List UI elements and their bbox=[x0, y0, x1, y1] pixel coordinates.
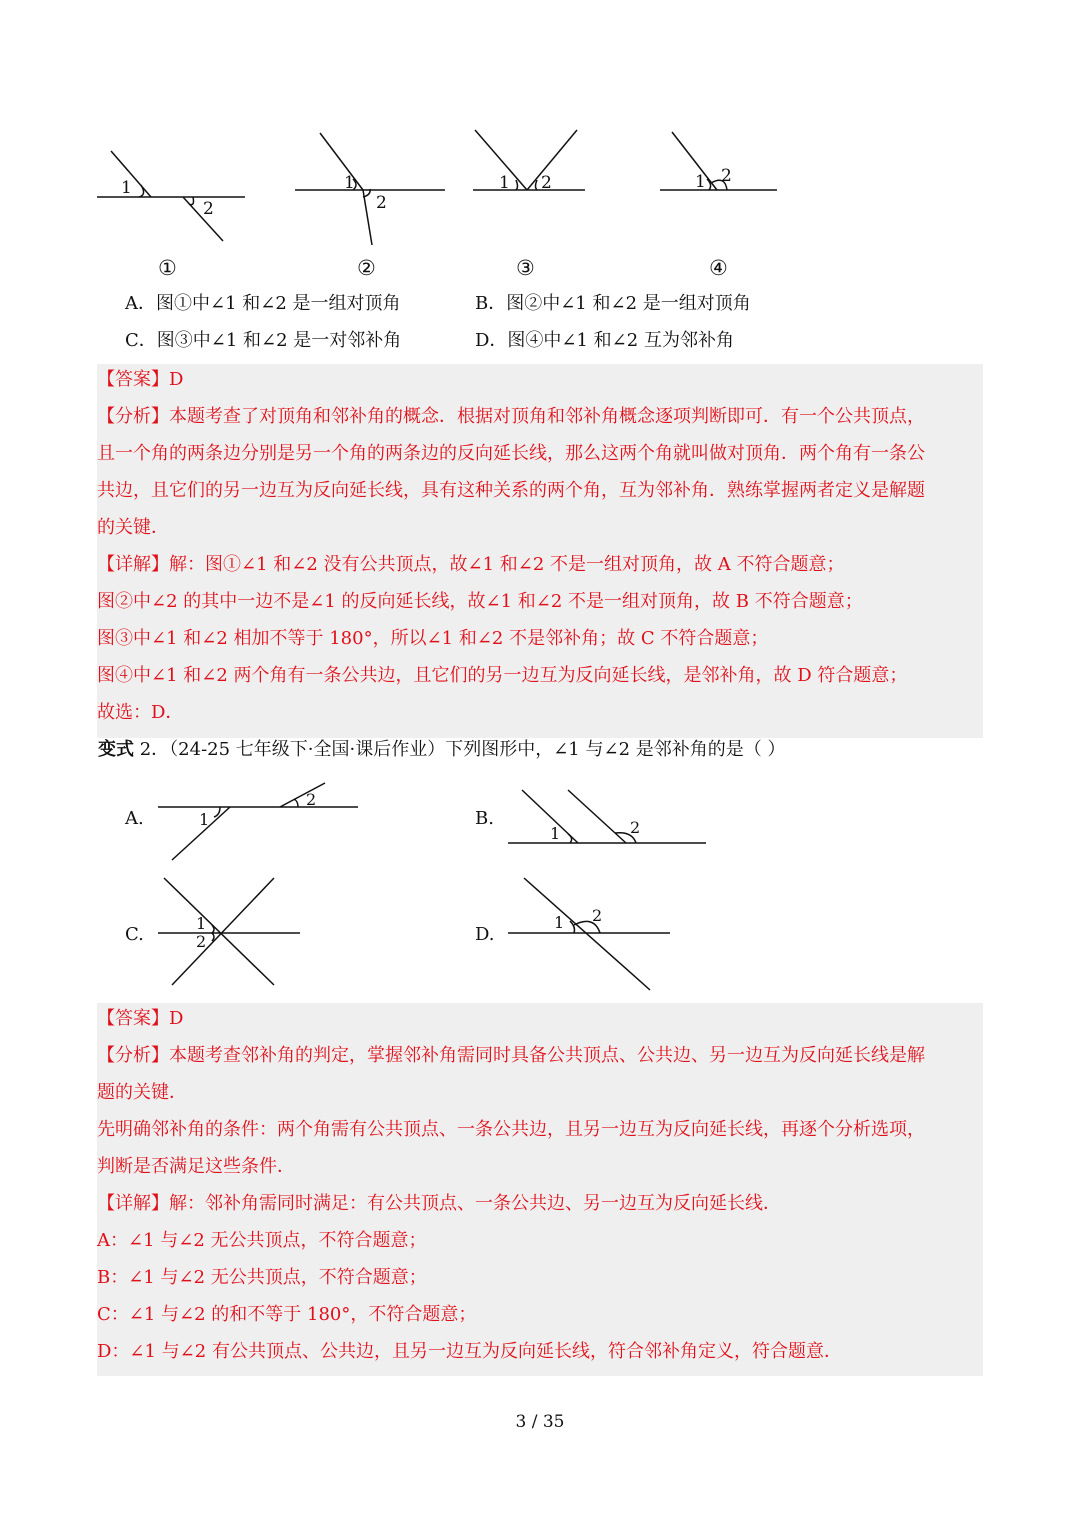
q2a-angle2-label: 2 bbox=[306, 790, 317, 809]
q2a-angle1-label: 1 bbox=[199, 810, 210, 829]
question-prefix: 变式 bbox=[98, 739, 134, 760]
q2-figures-svg bbox=[150, 775, 730, 1000]
option-d: D．图④中∠1 和∠2 互为邻补角 bbox=[475, 330, 734, 351]
explanation-line: 【详解】解：邻补角需同时满足：有公共顶点、一条公共边、另一边互为反向延长线． bbox=[97, 1193, 781, 1214]
top-figures bbox=[95, 125, 795, 285]
option-a: A．图①中∠1 和∠2 是一组对顶角 bbox=[125, 293, 401, 314]
option-c: C．图③中∠1 和∠2 是一对邻补角 bbox=[125, 330, 402, 351]
answer-block-2 bbox=[97, 1003, 983, 1376]
q2b-angle2-label: 2 bbox=[630, 818, 641, 837]
answer-block-1 bbox=[97, 364, 983, 738]
analysis-line: 【分析】本题考查了对顶角和邻补角的概念．根据对顶角和邻补角概念逐项判断即可．有一个公共顶点， bbox=[97, 406, 925, 427]
fig-label-1: ① bbox=[158, 256, 177, 280]
explanation-line: 先明确邻补角的条件：两个角需有公共顶点、一条公共边，且另一边互为反向延长线，再逐个分析选项， bbox=[97, 1119, 925, 1140]
q2c-angle2-label: 2 bbox=[196, 932, 207, 951]
q2-figure-c bbox=[158, 878, 300, 985]
option-b: B．图②中∠1 和∠2 是一组对顶角 bbox=[475, 293, 751, 314]
question-text: 2．（24-25 七年级下·全国·课后作业）下列图形中，∠1 与∠2 是邻补角的是（ ） bbox=[134, 739, 786, 760]
explanation-line: 【分析】本题考查邻补角的判定，掌握邻补角需同时具备公共顶点、公共边、另一边互为反向延长线是解 bbox=[97, 1045, 925, 1066]
fig4-angle1-label: 1 bbox=[695, 172, 706, 192]
detail-line: 图④中∠1 和∠2 两个角有一条公共边，且它们的另一边互为反向延长线，是邻补角，故 D 符合题意； bbox=[97, 665, 908, 686]
answer-line: 【答案】D bbox=[97, 369, 184, 390]
analysis-line: 的关键． bbox=[97, 517, 169, 538]
choice-c-label: C. bbox=[125, 924, 144, 945]
detail-line: 【详解】解：图①∠1 和∠2 没有公共顶点，故∠1 和∠2 不是一组对顶角，故 A 不符合题意； bbox=[97, 554, 845, 575]
detail-line: 故选：D． bbox=[97, 702, 184, 723]
explanation-line: B：∠1 与∠2 无公共顶点，不符合题意； bbox=[97, 1267, 427, 1288]
explanation-line: C：∠1 与∠2 的和不等于 180°，不符合题意； bbox=[97, 1304, 477, 1325]
explanation-line: D：∠1 与∠2 有公共顶点、公共边，且另一边互为反向延长线，符合邻补角定义，符合题意． bbox=[97, 1341, 842, 1362]
detail-line: 图③中∠1 和∠2 相加不等于 180°，所以∠1 和∠2 不是邻补角；故 C 不符合题意； bbox=[97, 628, 769, 649]
choice-b-label: B. bbox=[475, 808, 494, 829]
q2b-angle1-label: 1 bbox=[550, 824, 561, 843]
detail-line: 图②中∠2 的其中一边不是∠1 的反向延长线，故∠1 和∠2 不是一组对顶角，故 B 不符合题意； bbox=[97, 591, 863, 612]
explanation-line: 题的关键． bbox=[97, 1082, 187, 1103]
q2-figure-a bbox=[158, 783, 358, 860]
fig3-angle1-label: 1 bbox=[499, 173, 510, 193]
q2-figure-d bbox=[508, 878, 670, 990]
fig2-angle1-label: 1 bbox=[344, 173, 355, 193]
q2c-angle1-label: 1 bbox=[196, 914, 207, 933]
question-2-stem bbox=[98, 738, 785, 762]
figure-2 bbox=[295, 133, 445, 245]
figure-4 bbox=[660, 132, 777, 190]
choice-a-label: A. bbox=[125, 808, 144, 829]
answer-line: 【答案】D bbox=[97, 1008, 184, 1029]
angle-figures-svg bbox=[95, 125, 795, 255]
fig1-angle1-label: 1 bbox=[121, 178, 132, 198]
analysis-line: 共边，且它们的另一边互为反向延长线，具有这种关系的两个角，互为邻补角．熟练掌握两者定义是解题 bbox=[97, 480, 925, 501]
page-number: 3 / 35 bbox=[515, 1412, 565, 1432]
figure-1 bbox=[97, 151, 245, 241]
explanation-line: A：∠1 与∠2 无公共顶点，不符合题意； bbox=[97, 1230, 427, 1251]
fig2-angle2-label: 2 bbox=[376, 193, 387, 213]
q2-figure-b bbox=[508, 790, 706, 843]
fig3-angle2-label: 2 bbox=[541, 173, 552, 193]
figure-3 bbox=[473, 130, 585, 190]
q2d-angle2-label: 2 bbox=[592, 906, 603, 925]
fig-label-3: ③ bbox=[516, 256, 535, 280]
analysis-line: 且一个角的两条边分别是另一个角的两条边的反向延长线，那么这两个角就叫做对顶角．两个角有一条公 bbox=[97, 443, 925, 464]
q2d-angle1-label: 1 bbox=[554, 913, 565, 932]
fig-label-4: ④ bbox=[709, 256, 728, 280]
choice-d-label: D. bbox=[475, 924, 495, 945]
fig1-angle2-label: 2 bbox=[203, 199, 214, 219]
fig4-angle2-label: 2 bbox=[721, 166, 732, 186]
fig-label-2: ② bbox=[357, 256, 376, 280]
explanation-line: 判断是否满足这些条件． bbox=[97, 1156, 295, 1177]
